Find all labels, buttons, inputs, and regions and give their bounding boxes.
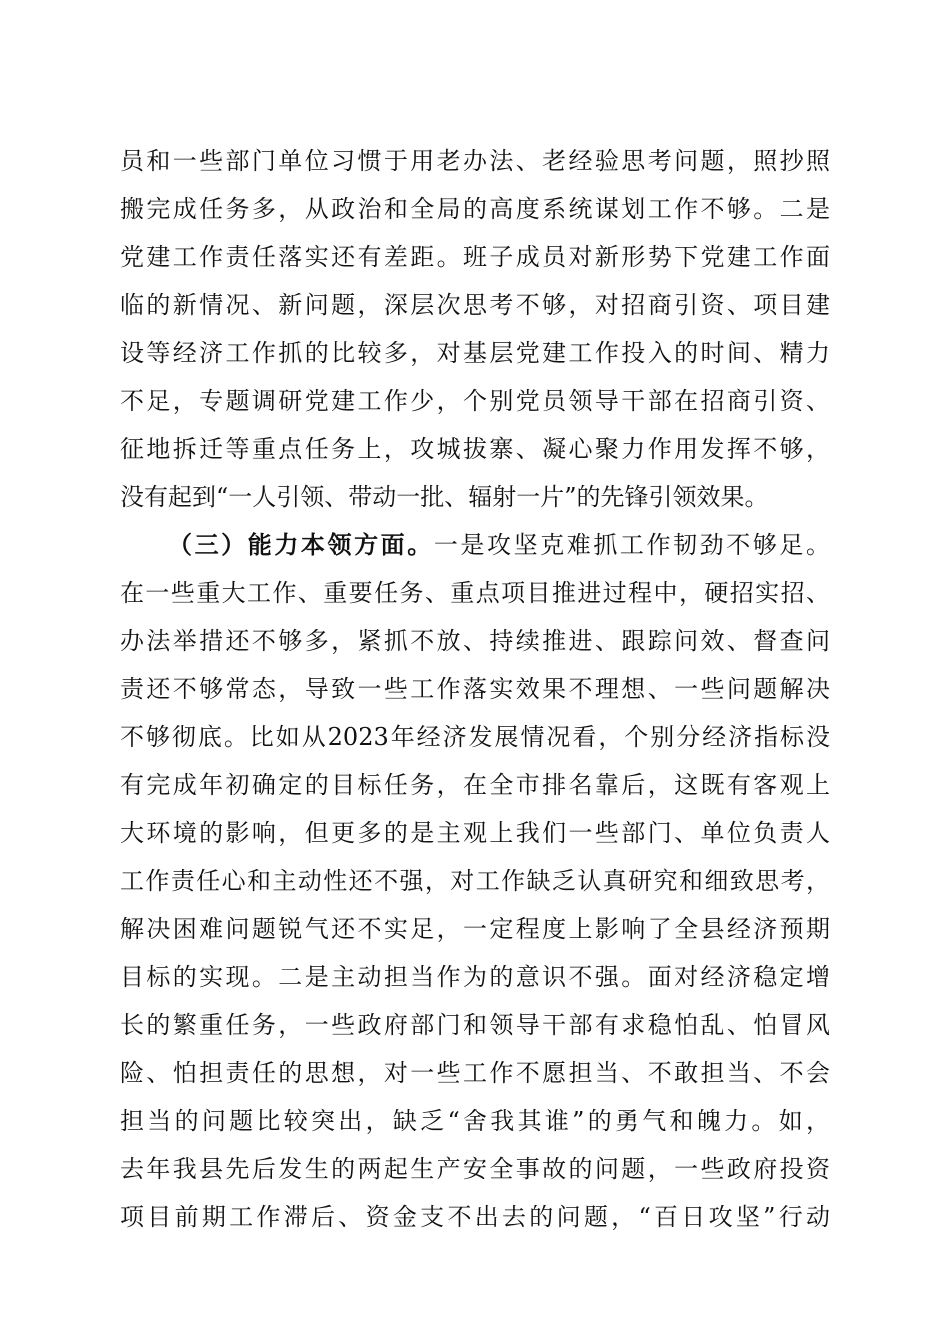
text-line: 党建工作责任落实还有差距。班子成员对新形势下党建工作面 [120, 243, 830, 271]
section-3-first-line [168, 521, 830, 569]
text-line: 设等经济工作抓的比较多，对基层党建工作投入的时间、精力 [120, 339, 830, 367]
text-line: 责还不够常态，导致一些工作落实效果不理想、一些问题解决 [120, 675, 830, 703]
text-line: 在一些重大工作、重要任务、重点项目推进过程中，硬招实招、 [120, 579, 830, 607]
text-line: 险、怕担责任的思想，对一些工作不愿担当、不敢担当、不会 [120, 1059, 830, 1087]
text-line: 担当的问题比较突出，缺乏“舍我其谁”的勇气和魄力。如， [120, 1107, 830, 1135]
text-line: 去年我县先后发生的两起生产安全事故的问题，一些政府投资 [120, 1155, 830, 1183]
text-line: 搬完成任务多，从政治和全局的高度系统谋划工作不够。二是 [120, 195, 830, 223]
text-line: 临的新情况、新问题，深层次思考不够，对招商引资、项目建 [120, 291, 830, 319]
text-line: 没有起到“一人引领、带动一批、辐射一片”的先锋引领效果。 [120, 483, 769, 511]
section-3-heading: （三）能力本领方面。 [168, 530, 434, 559]
text-line: 不够彻底。比如从2023年经济发展情况看，个别分经济指标没 [120, 723, 830, 751]
text-line: 项目前期工作滞后、资金支不出去的问题，“百日攻坚”行动 [120, 1203, 830, 1231]
text-line: 不足，专题调研党建工作少，个别党员领导干部在招商引资、 [120, 387, 830, 415]
text-line: 征地拆迁等重点任务上，攻城拔寨、凝心聚力作用发挥不够， [120, 435, 830, 463]
text-line: 目标的实现。二是主动担当作为的意识不强。面对经济稳定增 [120, 963, 830, 991]
text-line: 工作责任心和主动性还不强，对工作缺乏认真研究和细致思考， [120, 867, 830, 895]
text-line: 解决困难问题锐气还不实足，一定程度上影响了全县经济预期 [120, 915, 830, 943]
text-line: 办法举措还不够多，紧抓不放、持续推进、跟踪问效、督查问 [120, 627, 830, 655]
text-line: 有完成年初确定的目标任务，在全市排名靠后，这既有客观上 [120, 771, 830, 799]
text-line: 长的繁重任务，一些政府部门和领导干部有求稳怕乱、怕冒风 [120, 1011, 830, 1039]
text-line: 员和一些部门单位习惯于用老办法、老经验思考问题，照抄照 [120, 147, 830, 175]
section-3-first-line-text: 一是攻坚克难抓工作韧劲不够足。 [433, 531, 831, 559]
text-line: 大环境的影响，但更多的是主观上我们一些部门、单位负责人 [120, 819, 830, 847]
